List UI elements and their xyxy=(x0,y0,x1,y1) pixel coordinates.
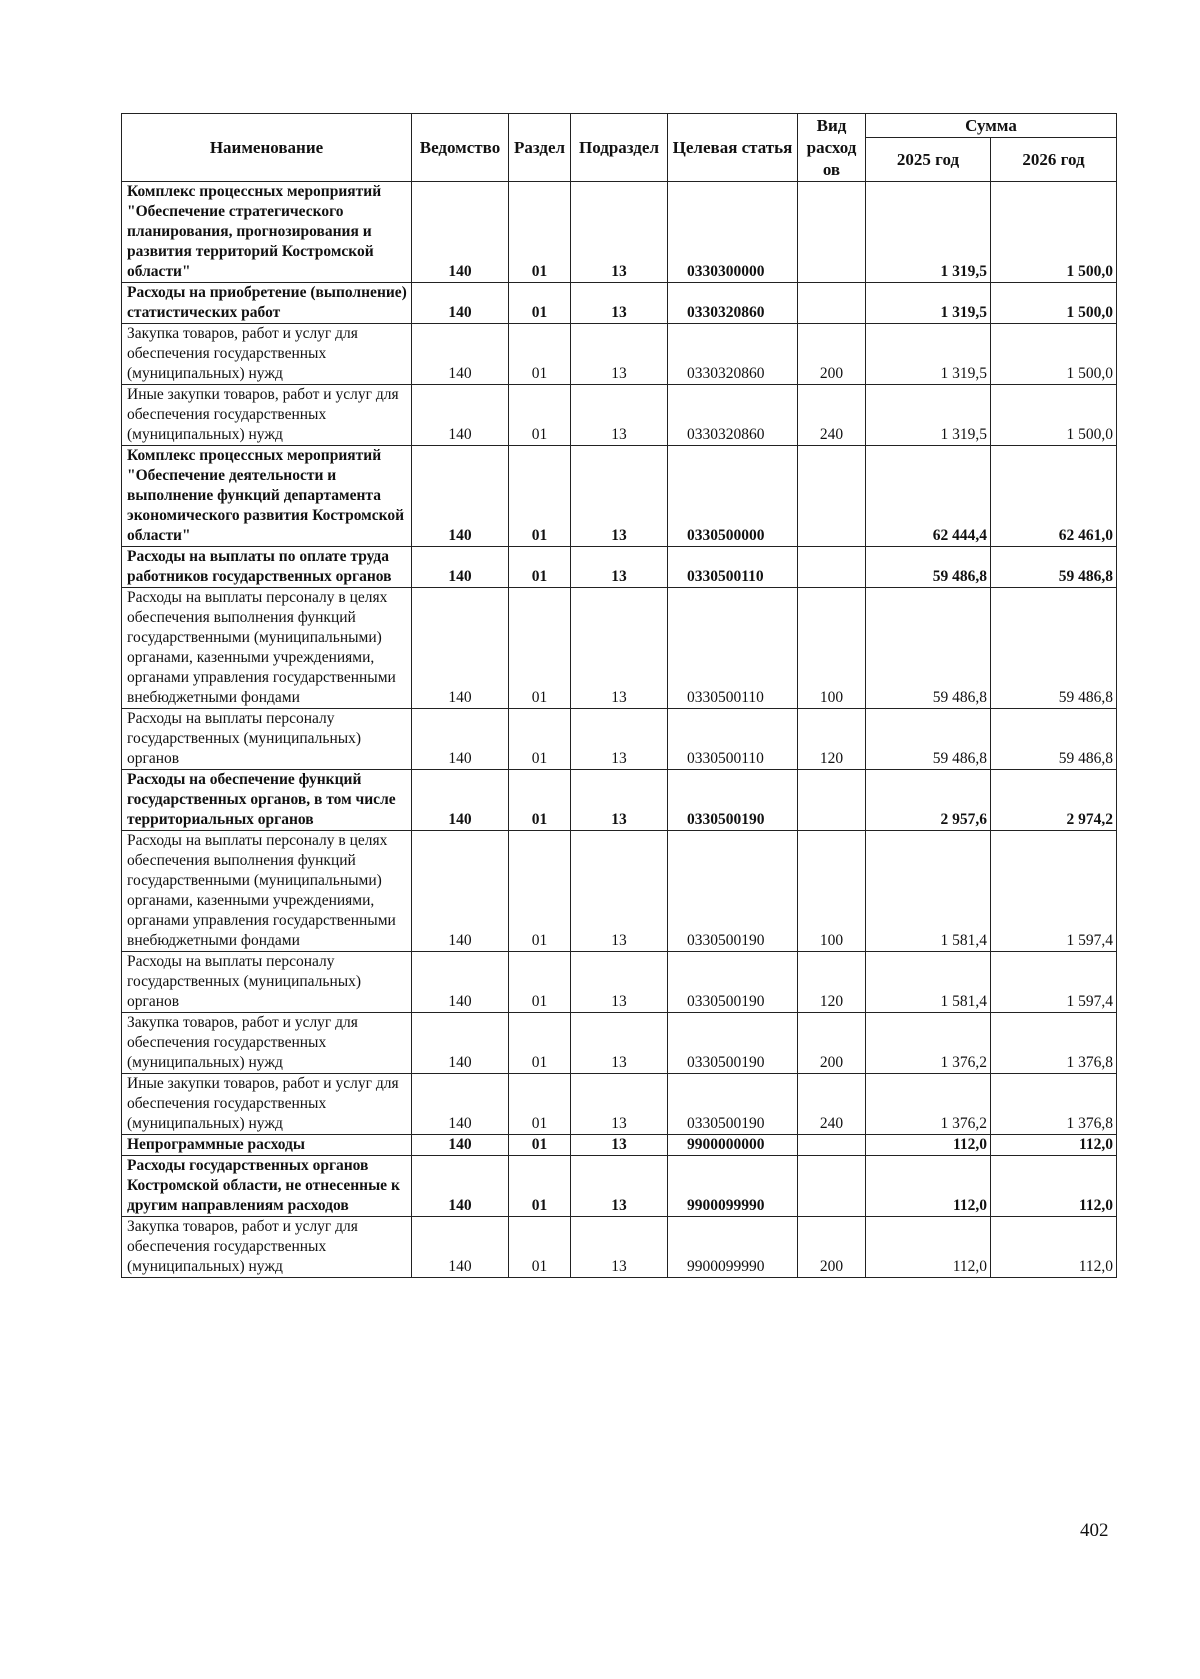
cell-target: 0330500190 xyxy=(668,831,798,952)
cell-sum-2025: 2 957,6 xyxy=(866,770,991,831)
cell-subsection: 13 xyxy=(571,283,668,324)
cell-sum-2025: 1 376,2 xyxy=(866,1013,991,1074)
cell-dept: 140 xyxy=(412,283,509,324)
cell-sum-2026: 112,0 xyxy=(991,1135,1117,1156)
cell-sum-2026: 1 597,4 xyxy=(991,831,1117,952)
header-2025: 2025 год xyxy=(866,138,991,182)
cell-sum-2025: 1 319,5 xyxy=(866,182,991,283)
cell-sum-2026: 1 500,0 xyxy=(991,182,1117,283)
table-row xyxy=(122,182,1117,283)
cell-name: Расходы на приобретение (выполнение) статистических работ xyxy=(122,283,412,324)
cell-expense-type: 200 xyxy=(798,1217,866,1278)
table-row xyxy=(122,1156,1117,1217)
cell-expense-type xyxy=(798,547,866,588)
cell-expense-type: 200 xyxy=(798,324,866,385)
cell-section: 01 xyxy=(509,283,571,324)
cell-section: 01 xyxy=(509,1013,571,1074)
cell-sum-2025: 1 319,5 xyxy=(866,385,991,446)
cell-section: 01 xyxy=(509,588,571,709)
cell-sum-2025: 59 486,8 xyxy=(866,588,991,709)
header-type: Вид расход ов xyxy=(798,114,866,182)
cell-sum-2025: 1 376,2 xyxy=(866,1074,991,1135)
cell-subsection: 13 xyxy=(571,446,668,547)
header-name: Наименование xyxy=(122,114,412,182)
cell-section: 01 xyxy=(509,385,571,446)
cell-subsection: 13 xyxy=(571,831,668,952)
cell-section: 01 xyxy=(509,182,571,283)
budget-table xyxy=(121,113,1117,1278)
cell-subsection: 13 xyxy=(571,1013,668,1074)
cell-subsection: 13 xyxy=(571,547,668,588)
header-section: Раздел xyxy=(509,114,571,182)
cell-dept: 140 xyxy=(412,547,509,588)
cell-expense-type xyxy=(798,1135,866,1156)
cell-target: 0330500190 xyxy=(668,1013,798,1074)
cell-target: 9900099990 xyxy=(668,1156,798,1217)
table-row xyxy=(122,1135,1117,1156)
cell-section: 01 xyxy=(509,770,571,831)
cell-dept: 140 xyxy=(412,385,509,446)
cell-subsection: 13 xyxy=(571,952,668,1013)
cell-name: Расходы на выплаты по оплате труда работников государственных органов xyxy=(122,547,412,588)
cell-expense-type: 100 xyxy=(798,831,866,952)
cell-expense-type xyxy=(798,182,866,283)
cell-sum-2025: 112,0 xyxy=(866,1217,991,1278)
cell-subsection: 13 xyxy=(571,709,668,770)
cell-expense-type: 100 xyxy=(798,588,866,709)
cell-name: Иные закупки товаров, работ и услуг для обеспечения государственных (муниципальных) нужд xyxy=(122,1074,412,1135)
cell-sum-2026: 1 376,8 xyxy=(991,1013,1117,1074)
cell-dept: 140 xyxy=(412,952,509,1013)
cell-sum-2025: 62 444,4 xyxy=(866,446,991,547)
cell-sum-2026: 1 500,0 xyxy=(991,385,1117,446)
cell-name: Непрограммные расходы xyxy=(122,1135,412,1156)
cell-sum-2025: 112,0 xyxy=(866,1135,991,1156)
cell-sum-2025: 59 486,8 xyxy=(866,709,991,770)
cell-sum-2025: 1 581,4 xyxy=(866,831,991,952)
cell-target: 0330500190 xyxy=(668,952,798,1013)
table-row xyxy=(122,709,1117,770)
header-2026: 2026 год xyxy=(991,138,1117,182)
table-row xyxy=(122,324,1117,385)
table-row xyxy=(122,952,1117,1013)
cell-target: 0330500110 xyxy=(668,709,798,770)
cell-name: Расходы на выплаты персоналу государственных (муниципальных) органов xyxy=(122,709,412,770)
cell-sum-2025: 1 319,5 xyxy=(866,283,991,324)
cell-section: 01 xyxy=(509,1217,571,1278)
table-body xyxy=(122,182,1117,1278)
cell-target: 0330320860 xyxy=(668,324,798,385)
cell-name: Комплекс процессных мероприятий "Обеспечение стратегического планирования, прогнозирования и развития территорий Костромской области" xyxy=(122,182,412,283)
cell-sum-2026: 2 974,2 xyxy=(991,770,1117,831)
cell-sum-2026: 112,0 xyxy=(991,1156,1117,1217)
cell-sum-2025: 1 319,5 xyxy=(866,324,991,385)
cell-section: 01 xyxy=(509,446,571,547)
cell-name: Расходы на обеспечение функций государственных органов, в том числе территориальных органов xyxy=(122,770,412,831)
cell-subsection: 13 xyxy=(571,385,668,446)
cell-dept: 140 xyxy=(412,1074,509,1135)
cell-section: 01 xyxy=(509,1135,571,1156)
cell-expense-type: 240 xyxy=(798,385,866,446)
cell-subsection: 13 xyxy=(571,1074,668,1135)
cell-name: Закупка товаров, работ и услуг для обеспечения государственных (муниципальных) нужд xyxy=(122,1013,412,1074)
cell-expense-type xyxy=(798,770,866,831)
cell-sum-2025: 59 486,8 xyxy=(866,547,991,588)
cell-expense-type: 120 xyxy=(798,709,866,770)
cell-sum-2026: 1 376,8 xyxy=(991,1074,1117,1135)
cell-target: 0330320860 xyxy=(668,385,798,446)
table-row xyxy=(122,385,1117,446)
table-row xyxy=(122,770,1117,831)
cell-sum-2026: 59 486,8 xyxy=(991,709,1117,770)
cell-target: 0330500000 xyxy=(668,446,798,547)
cell-dept: 140 xyxy=(412,324,509,385)
cell-target: 0330300000 xyxy=(668,182,798,283)
cell-dept: 140 xyxy=(412,1135,509,1156)
cell-dept: 140 xyxy=(412,446,509,547)
table-row xyxy=(122,1013,1117,1074)
cell-name: Иные закупки товаров, работ и услуг для обеспечения государственных (муниципальных) нужд xyxy=(122,385,412,446)
cell-subsection: 13 xyxy=(571,1135,668,1156)
cell-subsection: 13 xyxy=(571,588,668,709)
cell-expense-type xyxy=(798,446,866,547)
cell-target: 0330500110 xyxy=(668,547,798,588)
cell-section: 01 xyxy=(509,709,571,770)
cell-sum-2026: 59 486,8 xyxy=(991,588,1117,709)
header-dept: Ведомство xyxy=(412,114,509,182)
cell-expense-type: 240 xyxy=(798,1074,866,1135)
table-row xyxy=(122,283,1117,324)
cell-dept: 140 xyxy=(412,182,509,283)
table-row xyxy=(122,1217,1117,1278)
cell-dept: 140 xyxy=(412,709,509,770)
cell-name: Комплекс процессных мероприятий "Обеспечение деятельности и выполнение функций департамента экономического развития Костромской области" xyxy=(122,446,412,547)
table-row xyxy=(122,446,1117,547)
cell-section: 01 xyxy=(509,547,571,588)
cell-section: 01 xyxy=(509,1074,571,1135)
cell-section: 01 xyxy=(509,952,571,1013)
header-subsection: Подраздел xyxy=(571,114,668,182)
header-target: Целевая статья xyxy=(668,114,798,182)
cell-name: Закупка товаров, работ и услуг для обеспечения государственных (муниципальных) нужд xyxy=(122,1217,412,1278)
cell-target: 0330320860 xyxy=(668,283,798,324)
cell-target: 9900099990 xyxy=(668,1217,798,1278)
cell-target: 0330500190 xyxy=(668,1074,798,1135)
cell-name: Расходы на выплаты персоналу государственных (муниципальных) органов xyxy=(122,952,412,1013)
cell-sum-2026: 1 597,4 xyxy=(991,952,1117,1013)
page-number: 402 xyxy=(1080,1520,1109,1541)
cell-target: 9900000000 xyxy=(668,1135,798,1156)
cell-dept: 140 xyxy=(412,588,509,709)
cell-sum-2026: 59 486,8 xyxy=(991,547,1117,588)
header-sum: Сумма xyxy=(866,114,1117,138)
cell-expense-type: 120 xyxy=(798,952,866,1013)
cell-name: Закупка товаров, работ и услуг для обеспечения государственных (муниципальных) нужд xyxy=(122,324,412,385)
cell-dept: 140 xyxy=(412,1217,509,1278)
cell-section: 01 xyxy=(509,1156,571,1217)
cell-dept: 140 xyxy=(412,1156,509,1217)
cell-subsection: 13 xyxy=(571,324,668,385)
cell-dept: 140 xyxy=(412,831,509,952)
table-row xyxy=(122,588,1117,709)
cell-sum-2026: 1 500,0 xyxy=(991,324,1117,385)
cell-subsection: 13 xyxy=(571,770,668,831)
cell-section: 01 xyxy=(509,324,571,385)
cell-name: Расходы на выплаты персоналу в целях обеспечения выполнения функций государственными (муниципальными) органами, казенными учреждениями, органами управления государственными внебюджетными фондами xyxy=(122,831,412,952)
cell-sum-2025: 112,0 xyxy=(866,1156,991,1217)
cell-subsection: 13 xyxy=(571,182,668,283)
table-row xyxy=(122,831,1117,952)
cell-sum-2026: 1 500,0 xyxy=(991,283,1117,324)
table-row xyxy=(122,547,1117,588)
cell-name: Расходы государственных органов Костромской области, не отнесенные к другим направлениям расходов xyxy=(122,1156,412,1217)
cell-target: 0330500110 xyxy=(668,588,798,709)
cell-expense-type xyxy=(798,283,866,324)
table-row xyxy=(122,1074,1117,1135)
cell-expense-type xyxy=(798,1156,866,1217)
cell-section: 01 xyxy=(509,831,571,952)
cell-sum-2026: 62 461,0 xyxy=(991,446,1117,547)
cell-subsection: 13 xyxy=(571,1156,668,1217)
cell-subsection: 13 xyxy=(571,1217,668,1278)
cell-target: 0330500190 xyxy=(668,770,798,831)
cell-dept: 140 xyxy=(412,1013,509,1074)
cell-dept: 140 xyxy=(412,770,509,831)
cell-sum-2025: 1 581,4 xyxy=(866,952,991,1013)
cell-expense-type: 200 xyxy=(798,1013,866,1074)
cell-sum-2026: 112,0 xyxy=(991,1217,1117,1278)
cell-name: Расходы на выплаты персоналу в целях обеспечения выполнения функций государственными (муниципальными) органами, казенными учреждениями, органами управления государственными внебюджетными фондами xyxy=(122,588,412,709)
